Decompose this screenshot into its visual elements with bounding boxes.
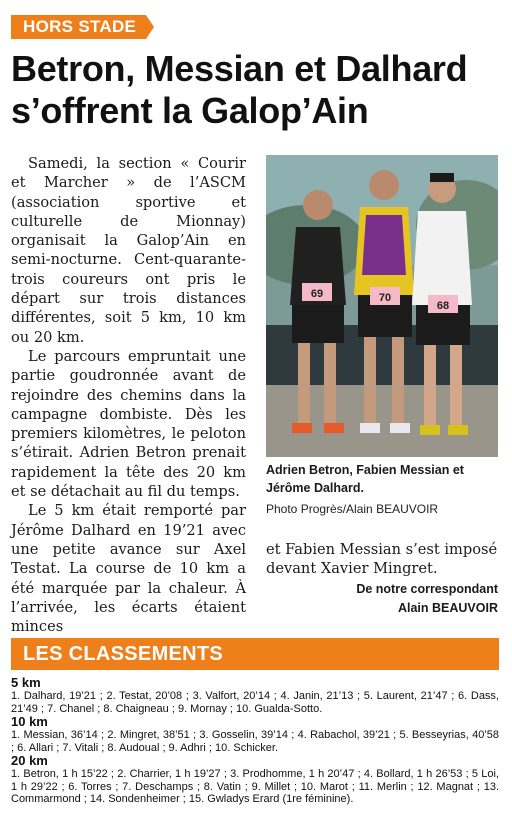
caption-text: Adrien Betron, Fabien Messian et Jérôme Dalhard. [266, 463, 464, 495]
headline-line-2: s’offrent la Galop’Ain [11, 90, 369, 131]
headline-line-1: Betron, Messian et Dalhard [11, 48, 468, 89]
article-body-left-column [11, 154, 246, 636]
section-rubric [11, 15, 154, 39]
article-paragraph: Le parcours empruntait une partie goudronnée avant de rejoindre des chemins dans la campagne dombiste. Dès les premiers kilomètres, le peloton s’étirait. Adrien Betron prenait rapidement la tête des 20 km et se détachait au fil du temps. [11, 347, 246, 501]
race-title: 10 km [11, 714, 48, 729]
photo-credit: Photo Progrès/Alain BEAUVOIR [266, 502, 439, 516]
rubric-arrow [146, 15, 154, 39]
bib-number: 69 [310, 288, 324, 300]
article-paragraph: Samedi, la section « Courir et Marcher » de l’ASCM (association sportive et culturelle de Mionnay) organisait la Galop’Ain en semi-nocturne. Cent-quarante-trois coureurs ont pris le départ sur trois distances différentes, soit 5 km, 10 km ou 20 km. [11, 155, 246, 346]
race-title: 5 km [11, 675, 41, 690]
bib-number: 70 [378, 292, 392, 304]
author-signature [266, 580, 498, 618]
runners-photo-illustration [266, 155, 498, 457]
race-title: 20 km [11, 753, 48, 768]
signature-name: Alain BEAUVOIR [397, 600, 498, 615]
race-results: 1. Messian, 36’14 ; 2. Mingret, 38’51 ; 3. Gosselin, 39’14 ; 4. Rabachol, 39’21 ; 5. Besseyrias, 40’58 ; 6. Allari ; 7. Vitali ; 8. Audoual ; 9. Adhri ; 10. Schicker. [11, 729, 499, 754]
results-list [11, 676, 499, 806]
results-heading: LES CLASSEMENTS [11, 638, 499, 670]
race-results: 1. Dalhard, 19’21 ; 2. Testat, 20’08 ; 3. Valfort, 20’14 ; 4. Janin, 21’13 ; 5. Laurent, 21’47 ; 6. Dass, 21’49 ; 7. Chanel ; 8. Chaigneau ; 9. Mornay ; 10. Gualda-Sotto. [11, 690, 499, 715]
race-block [11, 754, 499, 806]
article-paragraph: et Fabien Messian s’est imposé devant Xavier Mingret. [266, 541, 498, 578]
signature-role: De notre correspondant [356, 581, 498, 596]
race-results: 1. Betron, 1 h 15’22 ; 2. Charrier, 1 h 19’27 ; 3. Prodhomme, 1 h 20’47 ; 4. Bollard, 1 h 26’53 ; 5 Loi, 1 h 29’22 ; 6. Torres ; 7. Deschamps ; 8. Vatin ; 9. Millet ; 10. Marot ; 11. Merlin ; 12. Magnat ; 13. Commarmond ; 14. Sondenheimer ; 15. Gwladys Erard (1re féminine). [11, 768, 499, 805]
article-headline [11, 48, 501, 132]
article-photo [266, 155, 498, 457]
race-block [11, 715, 499, 754]
bib-number: 68 [436, 300, 450, 312]
race-block [11, 676, 499, 715]
article-paragraph: Le 5 km était remporté par Jérôme Dalhard en 19’21 avec une petite avance sur Axel Testat. La course de 10 km a été marquée par la chaleur. À l’arrivée, les écarts étaient minces [11, 502, 246, 636]
photo-caption [266, 461, 498, 518]
rubric-label: HORS STADE [11, 15, 146, 39]
article-body-right-column [266, 540, 498, 618]
